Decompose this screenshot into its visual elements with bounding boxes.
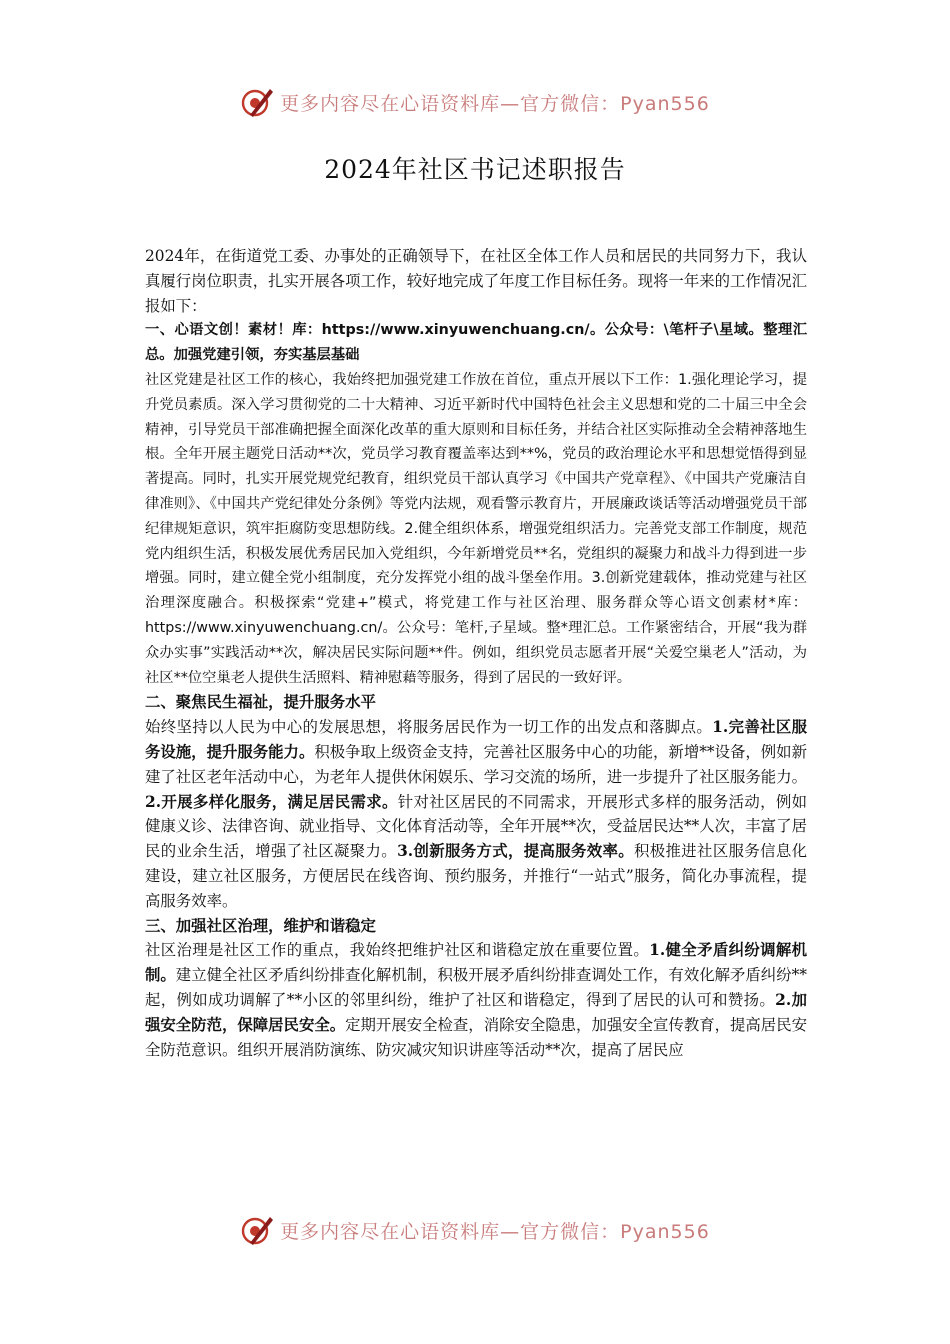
section-3-body bbox=[145, 938, 807, 1062]
document-title: 2024年社区书记述职报告 bbox=[324, 155, 626, 184]
section-1-heading: 一、心语文创！素材！库：https://www.xinyuwenchuang.cn/。公众号：\笔杆子\星域。整理汇总。加强党建引领，夯实基层基础 bbox=[145, 322, 807, 364]
bold-run: 1.完善社区服务设施，提升服务能力。 bbox=[145, 718, 807, 761]
bold-run: 3.创新服务方式，提高服务效率。 bbox=[397, 842, 635, 861]
text-run: 社区治理是社区工作的重点，我始终把维护社区和谐稳定放在重要位置。 bbox=[145, 941, 650, 960]
bold-run: 2.开展多样化服务，满足居民需求。 bbox=[145, 792, 398, 811]
section-1-body: 社区党建是社区工作的核心，我始终把加强党建工作放在首位，重点开展以下工作：1.强化理论学习，提升党员素质。深入学习贯彻党的二十大精神、习近平新时代中国特色社会主义思想和党的二十届三中全会精神，引导党员干部准确把握全面深化改革的重大原则和目标任务，并结合社区实际推动全会精神落地生根。全年开展主题党日活动**次，党员学习教育覆盖率达到**%，党员的政治理论水平和思想觉悟得到显著提高。同时，扎实开展党规党纪教育，组织党员干部认真学习《中国共产党章程》、《中国共产党廉洁自律准则》、《中国共产党纪律处分条例》等党内法规，观看警示教育片，开展廉政谈话等活动增强党员干部纪律规矩意识，筑牢拒腐防变思想防线。2.健全组织体系，增强党组织活力。完善党支部工作制度，规范党内组织生活，积极发展优秀居民加入党组织，今年新增党员**名，党组织的凝聚力和战斗力得到进一步增强。同时，建立健全党小组制度，充分发挥党小组的战斗堡垒作用。3.创新党建载体，推动党建与社区治理深度融合。积极探索“党建+”模式，将党建工作与社区治理、服务群众等心语文创素材*库：https://www.xinyuwenchuang.cn/。公众号：笔杆,子星域。整*理汇总。工作紧密结合，开展“我为群众办实事”实践活动**次，解决居民实际问题**件。例如，组织党员志愿者开展“关爱空巢老人”活动，为社区**位空巢老人提供生活照料、精神慰藉等服务，得到了居民的一致好评。 bbox=[145, 371, 807, 686]
text-run: 积极推进社区服务信息化建设，建立社区服务，方便居民在线咨询、预约服务，并推行“一站式”服务，简化办事流程，提高服务效率。 bbox=[145, 842, 807, 910]
bold-run: 2.加强安全防范，保障居民安全。 bbox=[145, 990, 807, 1034]
watermark-text: 更多内容尽在心语资料库—官方微信：Pyan556 bbox=[280, 1220, 710, 1243]
intro-paragraph: 2024年，在街道党工委、办事处的正确领导下，在社区全体工作人员和居民的共同努力下，我认真履行岗位职责，扎实开展各项工作，较好地完成了年度工作目标任务。现将一年来的工作情况汇报如下： bbox=[145, 247, 807, 315]
text-run: 建立健全社区矛盾纠纷排查化解机制，积极开展矛盾纠纷排查调处工作，有效化解矛盾纠纷**起，例如成功调解了**小区的邻里纠纷，维护了社区和谐稳定，得到了居民的认可和赞扬。 bbox=[145, 966, 807, 1009]
text-run: 始终坚持以人民为中心的发展思想，将服务居民作为一切工作的出发点和落脚点。 bbox=[145, 718, 713, 737]
section-2-body bbox=[145, 715, 807, 913]
pen-logo-icon bbox=[240, 85, 274, 119]
pen-logo-icon bbox=[240, 1213, 274, 1247]
text-run: 积极争取上级资金支持，完善社区服务中心的功能，新增**设备，例如新建了社区老年活动中心，为老年人提供休闲娱乐、学习交流的场所，进一步提升了社区服务能力。 bbox=[145, 742, 807, 786]
document-body bbox=[145, 244, 807, 1062]
watermark-header bbox=[0, 82, 950, 122]
section-2-heading: 二、聚焦民生福祉，提升服务水平 bbox=[145, 693, 376, 712]
text-run: 定期开展安全检查，消除安全隐患，加强安全宣传教育，提高居民安全防范意识。组织开展消防演练、防灾减灾知识讲座等活动**次，提高了居民应 bbox=[145, 1015, 807, 1059]
section-3-heading: 三、加强社区治理，维护和谐稳定 bbox=[145, 916, 376, 935]
watermark-footer bbox=[0, 1210, 950, 1250]
watermark-text: 更多内容尽在心语资料库—官方微信：Pyan556 bbox=[280, 92, 710, 115]
text-run: 针对社区居民的不同需求，开展形式多样的服务活动，例如健康义诊、法律咨询、就业指导、文化体育活动等，全年开展**次，受益居民达**人次，丰富了居民的业余生活，增强了社区凝聚力。 bbox=[145, 792, 807, 861]
bold-run: 1.健全矛盾纠纷调解机制。 bbox=[145, 941, 807, 985]
